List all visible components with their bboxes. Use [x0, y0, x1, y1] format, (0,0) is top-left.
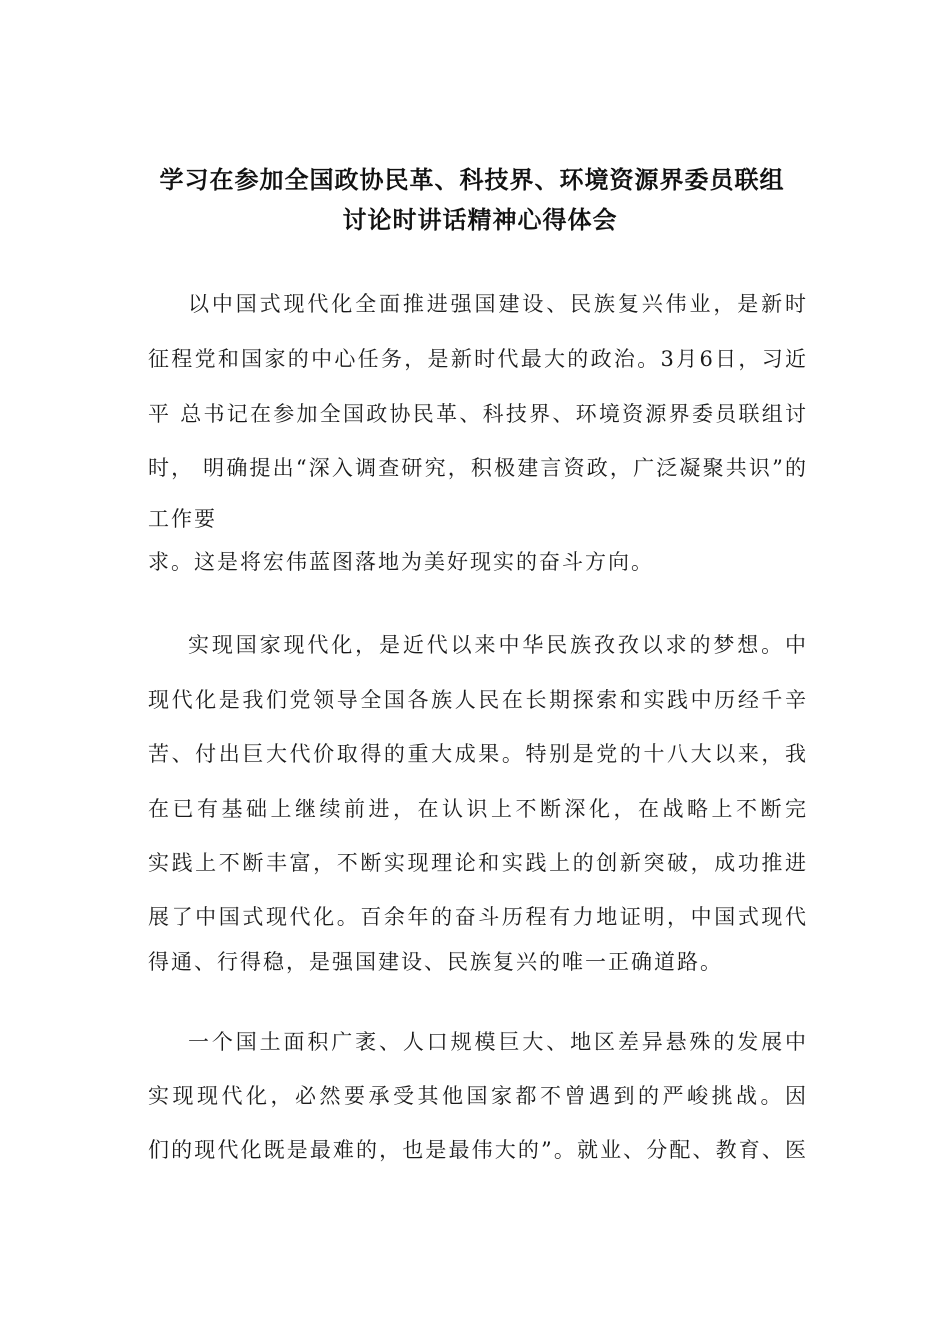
document-title [0, 160, 950, 240]
paragraph-line: 实现国家现代化，是近代以来中华民族孜孜以求的梦想。中 [188, 633, 808, 657]
paragraph-line: 征程党和国家的中心任务，是新时代最大的政治。3月6日，习近 [148, 347, 808, 371]
paragraph-line: 现代化是我们党领导全国各族人民在长期探索和实践中历经千辛 [148, 688, 808, 712]
paragraph-line: 苦、付出巨大代价取得的重大成果。特别是党的十八大以来，我 [148, 742, 808, 766]
paragraph-line: 得通、行得稳，是强国建设、民族复兴的唯一正确道路。 [148, 950, 723, 974]
paragraph-line: 求。这是将宏伟蓝图落地为美好现实的奋斗方向。 [148, 550, 654, 574]
paragraph-line: 平 总书记在参加全国政协民革、科技界、环境资源界委员联组讨 [148, 402, 808, 426]
paragraph-line: 工作要 [148, 507, 217, 531]
paragraph-line: 时， 明确提出“深入调查研究，积极建言资政，广泛凝聚共识”的 [148, 456, 808, 480]
paragraph-line: 以中国式现代化全面推进强国建设、民族复兴伟业，是新时 [188, 292, 808, 316]
paragraph-line: 在已有基础上继续前进，在认识上不断深化，在战略上不断完 [148, 797, 808, 821]
paragraph-line: 实现现代化，必然要承受其他国家都不曾遇到的严峻挑战。因 [148, 1084, 808, 1108]
paragraph-line: 实践上不断丰富，不断实现理论和实践上的创新突破，成功推进 [148, 851, 808, 875]
paragraph-line: 们的现代化既是最难的，也是最伟大的”。就业、分配、教育、医 [148, 1138, 808, 1162]
title-line-1: 学习在参加全国政协民革、科技界、环境资源界委员联组 [159, 166, 785, 194]
title-line-2: 讨论时讲话精神心得体会 [342, 206, 618, 234]
paragraph-line: 一个国土面积广袤、人口规模巨大、地区差异悬殊的发展中 [188, 1030, 808, 1054]
paragraph-line: 展了中国式现代化。百余年的奋斗历程有力地证明，中国式现代 [148, 905, 808, 929]
